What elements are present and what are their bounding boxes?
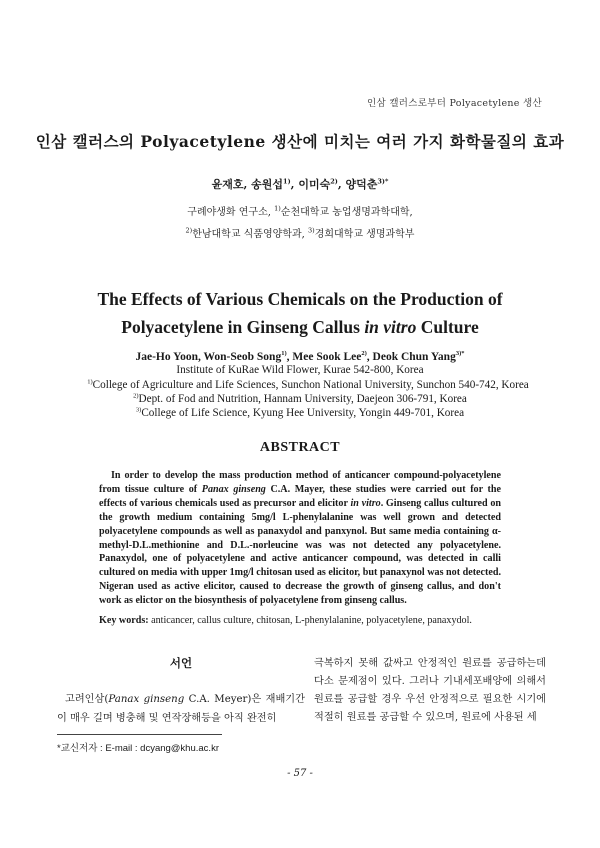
affiliation-superscript: 2) [185, 226, 193, 235]
korean-affiliation-line-2 [0, 225, 600, 240]
author-name: Mee Sook Lee [292, 351, 362, 363]
affiliation-superscript: 1) [274, 204, 281, 213]
running-head: 인삼 캘러스로부터 Polyacetylene 생산 [367, 98, 542, 109]
abstract-body [99, 469, 501, 608]
author-name: Jae-Ho Yoon, [135, 351, 204, 363]
keywords [99, 615, 519, 626]
english-affiliation-line-1 [8, 379, 600, 391]
affiliation-superscript: 3) [135, 406, 142, 414]
english-affiliation-line-3 [0, 407, 600, 419]
page-number: - 57 - [287, 768, 313, 779]
affiliation-superscript: 3) [308, 226, 315, 235]
affiliation-text: Dept. of Fod and Nutrition, Hannam University, Daejeon 306-791, Korea [138, 393, 467, 405]
author-superscript: 1) [281, 350, 287, 358]
affiliation-text: 한남대학교 식품영양학과, [192, 229, 305, 240]
footnote-divider [57, 734, 222, 735]
title-text: Culture [416, 317, 479, 337]
keywords-text: anticancer, callus culture, chitosan, L-phenylalanine, polyacetylene, panaxydol. [148, 615, 472, 626]
affiliation-text: 구례야생화 연구소, [187, 207, 271, 218]
affiliation-superscript: 2) [133, 392, 139, 400]
author-separator: , [286, 351, 293, 363]
body-species: Panax ginseng [108, 694, 185, 705]
english-affiliation-line-0: Institute of KuRae Wild Flower, Kurae 542-800, Korea [176, 364, 424, 376]
author-separator: , [243, 178, 252, 191]
body-text: C.A. Meyer)은 재배기간이 매우 길며 병충해 및 연작장해등을 아직 완전히 [57, 694, 305, 724]
korean-authors [0, 176, 600, 192]
author-name: 윤재호 [211, 178, 244, 191]
english-affiliation-line-2 [0, 393, 600, 405]
affiliation-text: 순천대학교 농업생명과학대학, [280, 207, 413, 218]
title-text: Polyacetylene in Ginseng Callus [121, 317, 365, 337]
corresponding-author-footnote: *교신저자 : E-mail : dcyang@khu.ac.kr [57, 743, 219, 754]
author-separator: , [337, 178, 346, 191]
introduction-paragraph [57, 690, 305, 728]
english-authors [0, 351, 600, 363]
korean-affiliation-line-1 [0, 203, 600, 218]
author-separator: , [290, 178, 299, 191]
author-superscript: 2) [330, 177, 338, 186]
abstract-heading: ABSTRACT [259, 440, 341, 455]
author-superscript: 3)* [455, 350, 465, 358]
affiliation-text: College of Agriculture and Life Sciences, Sunchon National University, Sunchon 540-742, Korea [92, 379, 529, 391]
korean-title: 인삼 캘러스의 Polyacetylene 생산에 미치는 여러 가지 화학물질의 효과 [35, 132, 565, 151]
abstract-text: In order to develop the mass production method of anticancer compound-polyacetylene from tissue culture of [99, 470, 501, 495]
english-title-line-2 [0, 317, 600, 338]
abstract-species: Panax ginseng [201, 483, 266, 495]
author-separator: , [366, 351, 373, 363]
author-superscript: 1) [283, 177, 291, 186]
abstract-text: C.A. Mayer, these studies were carried out for the effects of various chemicals used as precursor and elicitor [99, 483, 501, 509]
affiliation-superscript: 1) [87, 378, 93, 386]
abstract-italic: in vitro [350, 497, 381, 509]
author-name: 양덕춘 [345, 178, 378, 191]
keywords-label: Key words: [99, 615, 149, 626]
author-superscript: 2) [361, 350, 367, 358]
affiliation-text: 경희대학교 생명과학부 [314, 229, 415, 240]
right-column: 극복하지 못해 값싸고 안정적인 원료를 공급하는데 다소 문제점이 있다. 그러나 기내세포배양에 의해서 원료를 공급할 경우 우선 안정적으로 필요한 시기에 적절히 원료를 공급할 수 있으며, 원료에 사용된 세 [314, 658, 546, 723]
affiliation-text: College of Life Science, Kyung Hee University, Yongin 449-701, Korea [141, 407, 465, 419]
author-superscript: 3)* [377, 177, 389, 186]
body-text: 고려인삼( [65, 694, 109, 705]
left-column [57, 655, 305, 728]
author-name: 이미숙 [298, 178, 331, 191]
author-name: Won-Seob Song [203, 351, 282, 363]
author-name: Deok Chun Yang [372, 351, 456, 363]
title-italic: in vitro [364, 317, 417, 337]
author-name: 송원섭 [251, 178, 284, 191]
abstract-text: . Ginseng callus cultured on the growth medium containing 5mg/l L-phenylalanine was well grown and detected polyacetylene compounds as well as panaxydol and panxynol. But same media containing α-methyl-D.L.methionine and D.L.-norleucine was was not detected any polyacetylene. Panaxydol, one of polyacetylene and active anticancer compound, was detected in calli cultured on media with upper 1mg/l chitosan used as elicitor, but panaxynol was not detected. Nigeran used as active elicitor, caused to decrease the growth of ginseng callus, and don't work as elictor on the biosynthesis of polyacetylene from ginseng callus. [99, 497, 501, 607]
english-title-line-1: The Effects of Various Chemicals on the Production of [97, 289, 503, 309]
introduction-heading: 서언 [169, 656, 193, 670]
